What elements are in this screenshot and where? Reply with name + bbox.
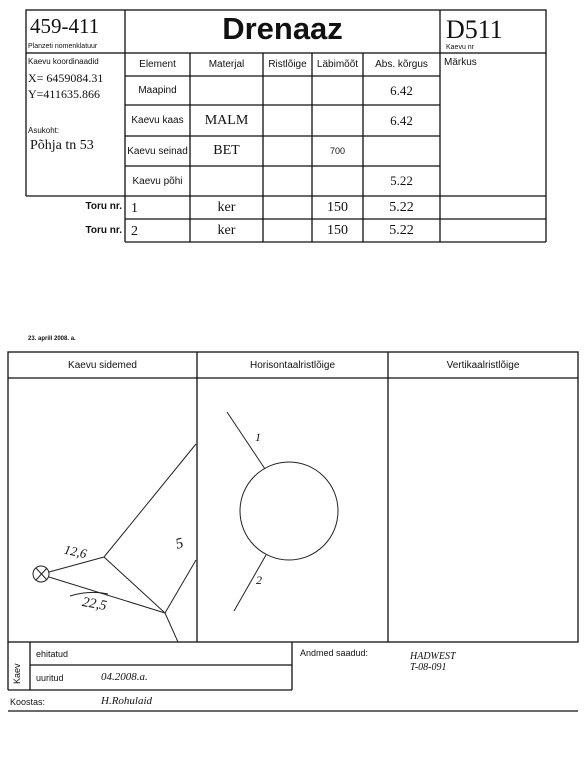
- pipe-number: 2: [131, 224, 138, 239]
- sketch-dimension: 22,5: [80, 594, 108, 615]
- location-label: Asukoht:: [28, 126, 60, 135]
- sketch-pipe-number: 2: [256, 573, 262, 587]
- composed-value: H.Rohulaid: [101, 695, 153, 707]
- sketch-pipe-number: 1: [255, 430, 261, 444]
- data-from-company: HADWEST: [410, 651, 456, 662]
- header-cross-section: Ristlõige: [268, 59, 307, 70]
- row-element: Kaevu kaas: [131, 115, 184, 126]
- sketch-dimension: 5: [173, 535, 186, 553]
- pipe-material: ker: [217, 222, 236, 238]
- pipe-material: ker: [217, 199, 236, 215]
- composed-label: Koostas:: [10, 697, 46, 707]
- row-element: Kaevu seinad: [127, 145, 188, 157]
- horizontal-section-sketch: [227, 412, 338, 611]
- row-diameter: 700: [329, 146, 346, 156]
- surveyed-value: 04.2008.a.: [101, 671, 148, 683]
- nomenclature-number: 459-411: [30, 14, 100, 38]
- pipe-diameter: 150: [327, 222, 348, 238]
- pipe-height: 5.22: [389, 199, 414, 215]
- sketch-dimension: 12,6: [62, 541, 89, 562]
- header-notes: Märkus: [444, 57, 477, 68]
- date-note: 23. aprill 2008. a.: [28, 336, 76, 342]
- header-abs-height: Abs. kõrgus: [375, 59, 428, 70]
- data-from-label: Andmed saadud:: [300, 648, 369, 658]
- header-diameter: Läbimõõt: [316, 59, 359, 70]
- side-label-well: Kaev: [12, 663, 22, 684]
- header-element: Element: [139, 59, 176, 70]
- page-title: Drenaaz: [222, 11, 343, 46]
- well-number: D511: [446, 15, 503, 44]
- pipe-label: Toru nr.: [85, 201, 122, 212]
- well-connections-sketch: [33, 444, 196, 642]
- pipe-number: 1: [131, 201, 138, 216]
- header-material: Materjal: [208, 59, 245, 70]
- nomenclature-label: Planzeti nomenklatuur: [28, 43, 98, 50]
- row-element: Maapind: [138, 85, 177, 96]
- col-well-connections: Kaevu sidemed: [68, 359, 137, 371]
- coordinates-label: Kaevu koordinaadid: [28, 57, 99, 66]
- pipe-height: 5.22: [389, 222, 414, 238]
- row-height: 6.42: [390, 82, 413, 98]
- pipe-label: Toru nr.: [85, 225, 122, 236]
- coordinate-x: X= 6459084.31: [28, 71, 104, 85]
- data-from-code: T-08-091: [410, 662, 447, 673]
- col-vertical-section: Vertikaalristlõige: [446, 359, 520, 371]
- coordinate-y: Y=411635.866: [28, 87, 100, 101]
- row-height: 6.42: [390, 112, 413, 128]
- row-material: BET: [213, 143, 240, 158]
- col-horizontal-section: Horisontaalristlõige: [249, 359, 336, 371]
- row-element: Kaevu põhi: [132, 175, 183, 187]
- pipe-diameter: 150: [327, 199, 348, 215]
- row-height: 5.22: [390, 173, 413, 188]
- row-material: MALM: [204, 112, 249, 128]
- location-value: Põhja tn 53: [30, 138, 94, 153]
- well-number-label: Kaevu nr: [446, 44, 475, 51]
- surveyed-label: uuritud: [36, 673, 64, 683]
- built-label: ehitatud: [36, 649, 69, 659]
